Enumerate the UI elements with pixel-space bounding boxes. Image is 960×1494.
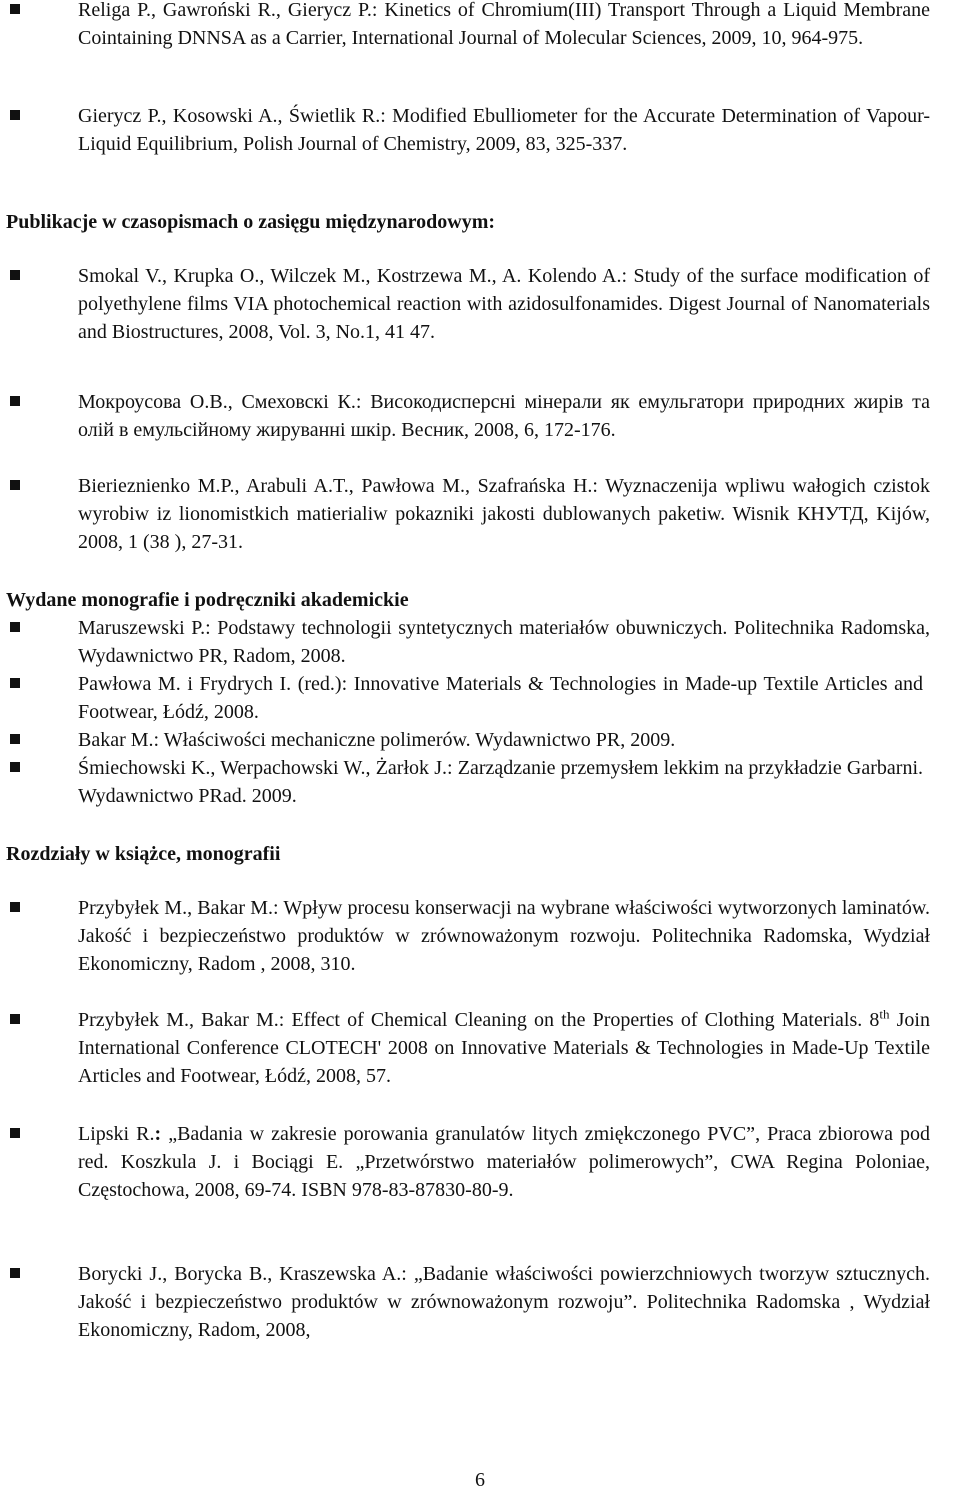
entry-authors: Religa P., Gawroński R., Gierycz P. <box>78 0 372 21</box>
entry-details: : Kinetics of Chromium(III) Transport Through a Liquid Membrane Cointaining DNNSA as a Carrier, International Journal of Molecular Sciences, 2009, 10, 964-975. <box>78 0 930 49</box>
list-item <box>78 754 923 810</box>
list-item <box>78 894 930 978</box>
entry-details: : Високодисперсні мінерали як емульгатори природних жирів та олій в емульсійному жируванні шкір. Весник, 2008, 6, 172-176. <box>78 391 930 441</box>
entry-text <box>78 1260 930 1344</box>
section-heading-chapters: Rozdziały w książce, monografii <box>6 843 281 865</box>
entry-authors: Pawłowa M. i Frydrych I. <box>78 673 292 695</box>
entry-authors: Smokal V., Krupka O., Wilczek M., Kostrzewa M., A. Kolendo A. <box>78 265 622 287</box>
square-bullet-icon <box>10 762 20 772</box>
square-bullet-icon <box>10 396 20 406</box>
ordinal-superscript: th <box>879 1006 890 1022</box>
list-item <box>78 102 930 158</box>
list-item <box>78 472 930 556</box>
entry-text <box>78 0 930 52</box>
entry-authors: Мокроусова О.В., Смеховскі К. <box>78 391 356 413</box>
page-number: 6 <box>475 1469 485 1491</box>
entry-text <box>78 754 923 810</box>
entry-details: : „Badanie właściwości powierzchniowych tworzyw sztucznych. Jakość i bezpieczeństwo produktów w zrównoważonym rozwoju”. Politechnika Radomska , Wydział Ekonomiczny, Radom, 2008, <box>78 1263 930 1341</box>
entry-details: : Właściwości mechaniczne polimerów. Wydawnictwo PR, 2009. <box>153 729 676 751</box>
square-bullet-icon <box>10 1268 20 1278</box>
entry-details: : Effect of Chemical Cleaning on the Properties of Clothing Materials. 8 <box>278 1009 880 1031</box>
square-bullet-icon <box>10 110 20 120</box>
list-item <box>78 262 930 346</box>
entry-details: : Zarządzanie przemysłem lekkim na przykładzie Garbarni. Wydawnictwo PRad. 2009. <box>78 757 923 807</box>
square-bullet-icon <box>10 902 20 912</box>
entry-details: : Wpływ procesu konserwacji na wybrane właściwości wytworzonych laminatów. Jakość i bezpieczeństwo produktów w zrównoważonym rozwoju. Politechnika Radomska, Wydział Ekonomiczny, Radom , 2008, 310. <box>78 897 930 975</box>
entry-text <box>78 262 930 346</box>
entry-details: (red.): Innovative Materials & Technologies in Made-up Textile Articles and Footwear, Łódź, 2008. <box>78 673 924 723</box>
list-item <box>78 614 930 670</box>
square-bullet-icon <box>10 480 20 490</box>
list-item <box>78 670 923 726</box>
entry-colon: : <box>154 1123 162 1145</box>
entry-text <box>78 1006 930 1090</box>
entry-text <box>78 614 930 670</box>
entry-authors: Śmiechowski K., Werpachowski W., Żarłok J. <box>78 757 447 779</box>
entry-details: : Wyznaczenija wpliwu wałogich czistok wyrobiw iz lionomistkich matierialiw pokazniki jakosti dublowanych paketiw. Wisnik КНУТД, Kijów, 2008, 1 (38 ), 27-31. <box>78 475 930 553</box>
square-bullet-icon <box>10 1128 20 1138</box>
entry-text <box>78 102 930 158</box>
entry-authors: Gierycz P., Kosowski A., Świetlik R. <box>78 105 381 127</box>
entry-text <box>78 670 923 726</box>
entry-authors: Bakar M. <box>78 729 154 751</box>
entry-authors: Przybyłek M., Bakar M. <box>78 897 274 919</box>
list-item <box>78 1260 930 1344</box>
entry-details: : Study of the surface modification of polyethylene films VIA photochemical reaction with azidosulfonamides. Digest Journal of Nanomaterials and Biostructures, 2008, Vol. 3, No.1, 41 47. <box>78 265 931 343</box>
entry-authors: Bierieznienko M.P., Arabuli A.T., Pawłowa M., Szafrańska H. <box>78 475 593 497</box>
list-item <box>78 726 930 754</box>
entry-details: : Modified Ebulliometer for the Accurate Determination of Vapour-Liquid Equilibrium, Polish Journal of Chemistry, 2009, 83, 325-337. <box>78 105 931 155</box>
entry-title: „Badania w zakresie porowania granulatów litych zmiękczonego PVC” <box>161 1123 756 1145</box>
list-item <box>78 1120 930 1204</box>
entry-authors: Przybyłek M., Bakar M. <box>78 1009 279 1031</box>
square-bullet-icon <box>10 1014 20 1024</box>
square-bullet-icon <box>10 270 20 280</box>
entry-details: , Praca zbiorowa pod red. Koszkula J. i Bociągi E. „Przetwórstwo materiałów polimerowych”, CWA Regina Poloniae, Częstochowa, 2008, 69-74. ISBN 978-83-87830-80-9. <box>78 1123 931 1201</box>
entry-authors: Lipski R. <box>78 1123 155 1145</box>
entry-text <box>78 472 930 556</box>
square-bullet-icon <box>10 734 20 744</box>
square-bullet-icon <box>10 678 20 688</box>
entry-authors: Maruszewski P. <box>78 617 206 639</box>
entry-authors: Borycki J., Borycka B., Kraszewska A. <box>78 1263 402 1285</box>
section-heading-monographs: Wydane monografie i podręczniki akademickie <box>6 589 409 611</box>
list-item <box>78 0 930 52</box>
square-bullet-icon <box>10 4 20 14</box>
section-heading-international: Publikacje w czasopismach o zasięgu międzynarodowym: <box>6 211 496 233</box>
entry-text <box>78 726 930 754</box>
entry-text <box>78 388 930 444</box>
entry-details: : Podstawy technologii syntetycznych materiałów obuwniczych. Politechnika Radomska, Wydawnictwo PR, Radom, 2008. <box>78 617 930 667</box>
list-item <box>78 388 930 444</box>
entry-text <box>78 894 930 978</box>
entry-text <box>78 1120 930 1204</box>
square-bullet-icon <box>10 622 20 632</box>
entry-details-continued: Join International Conference CLOTECH' 2008 on Innovative Materials & Technologies in Made-Up Textile Articles and Footwear, Łódź, 2008, 57. <box>78 1009 930 1087</box>
list-item <box>78 1006 930 1090</box>
